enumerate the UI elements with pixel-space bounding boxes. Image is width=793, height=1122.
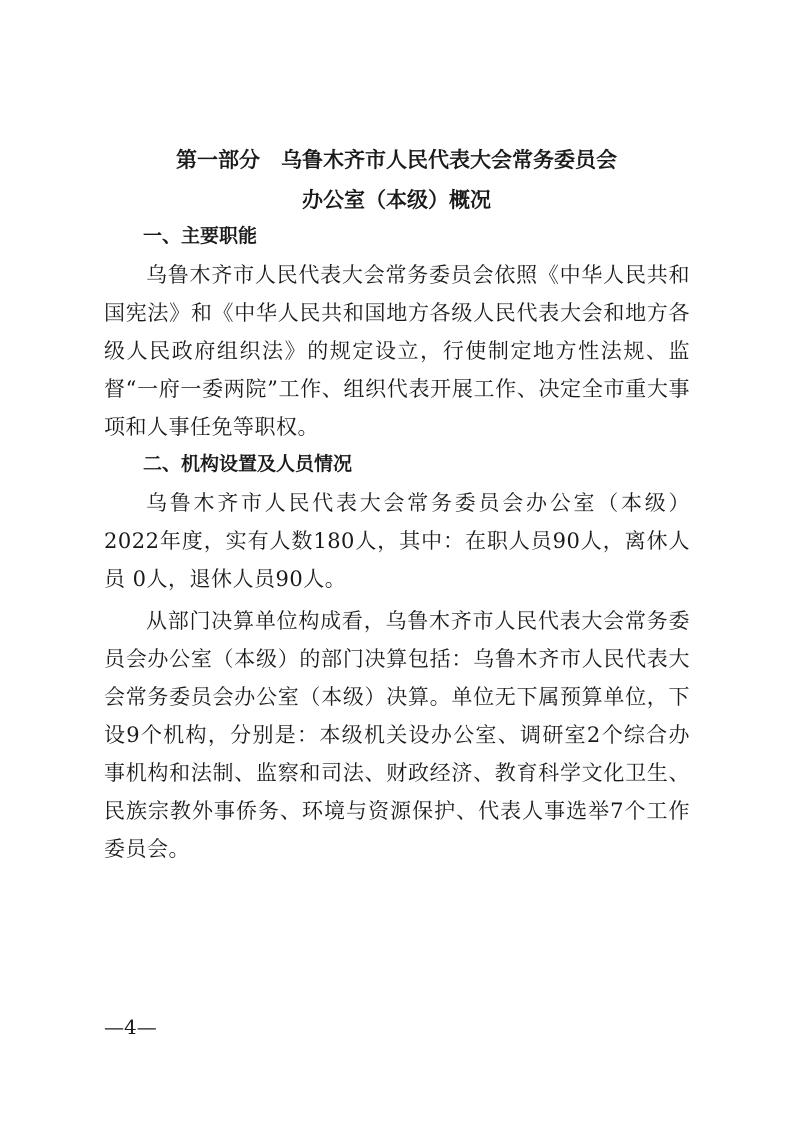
page-number: —4— (104, 1015, 157, 1039)
paragraph-staff-count: 乌鲁木齐市人民代表大会常务委员会办公室（本级）2022年度，实有人数180人，其中：在职人员90人，离休人员 0人，退休人员90人。 (104, 491, 690, 591)
paragraph-main-functions: 乌鲁木齐市人民代表大会常务委员会依照《中华人民共和国宪法》和《中华人民共和国地方各级人民代表大会和地方各级人民政府组织法》的规定设立，行使制定地方性法规、监督“一府一委两院”工作、组织代表开展工作、决定全市重大事项和人事任免等职权。 (104, 263, 690, 439)
paragraph-unit-composition: 从部门决算单位构成看，乌鲁木齐市人民代表大会常务委员会办公室（本级）的部门决算包括：乌鲁木齐市人民代表大会常务委员会办公室（本级）决算。单位无下属预算单位，下设9个机构，分别是：本级机关设办公室、调研室2个综合办事机构和法制、监察和司法、财政经济、教育科学文化卫生、民族宗教外事侨务、环境与资源保护、代表人事选举7个工作委员会。 (104, 609, 690, 861)
document-title-line-2: 办公室（本级）概况 (302, 188, 491, 212)
document-title-line-1: 第一部分 乌鲁木齐市人民代表大会常务委员会 (176, 148, 617, 172)
section-heading-organization-staff: 二、机构设置及人员情况 (143, 453, 353, 475)
section-heading-main-functions: 一、主要职能 (143, 225, 258, 247)
